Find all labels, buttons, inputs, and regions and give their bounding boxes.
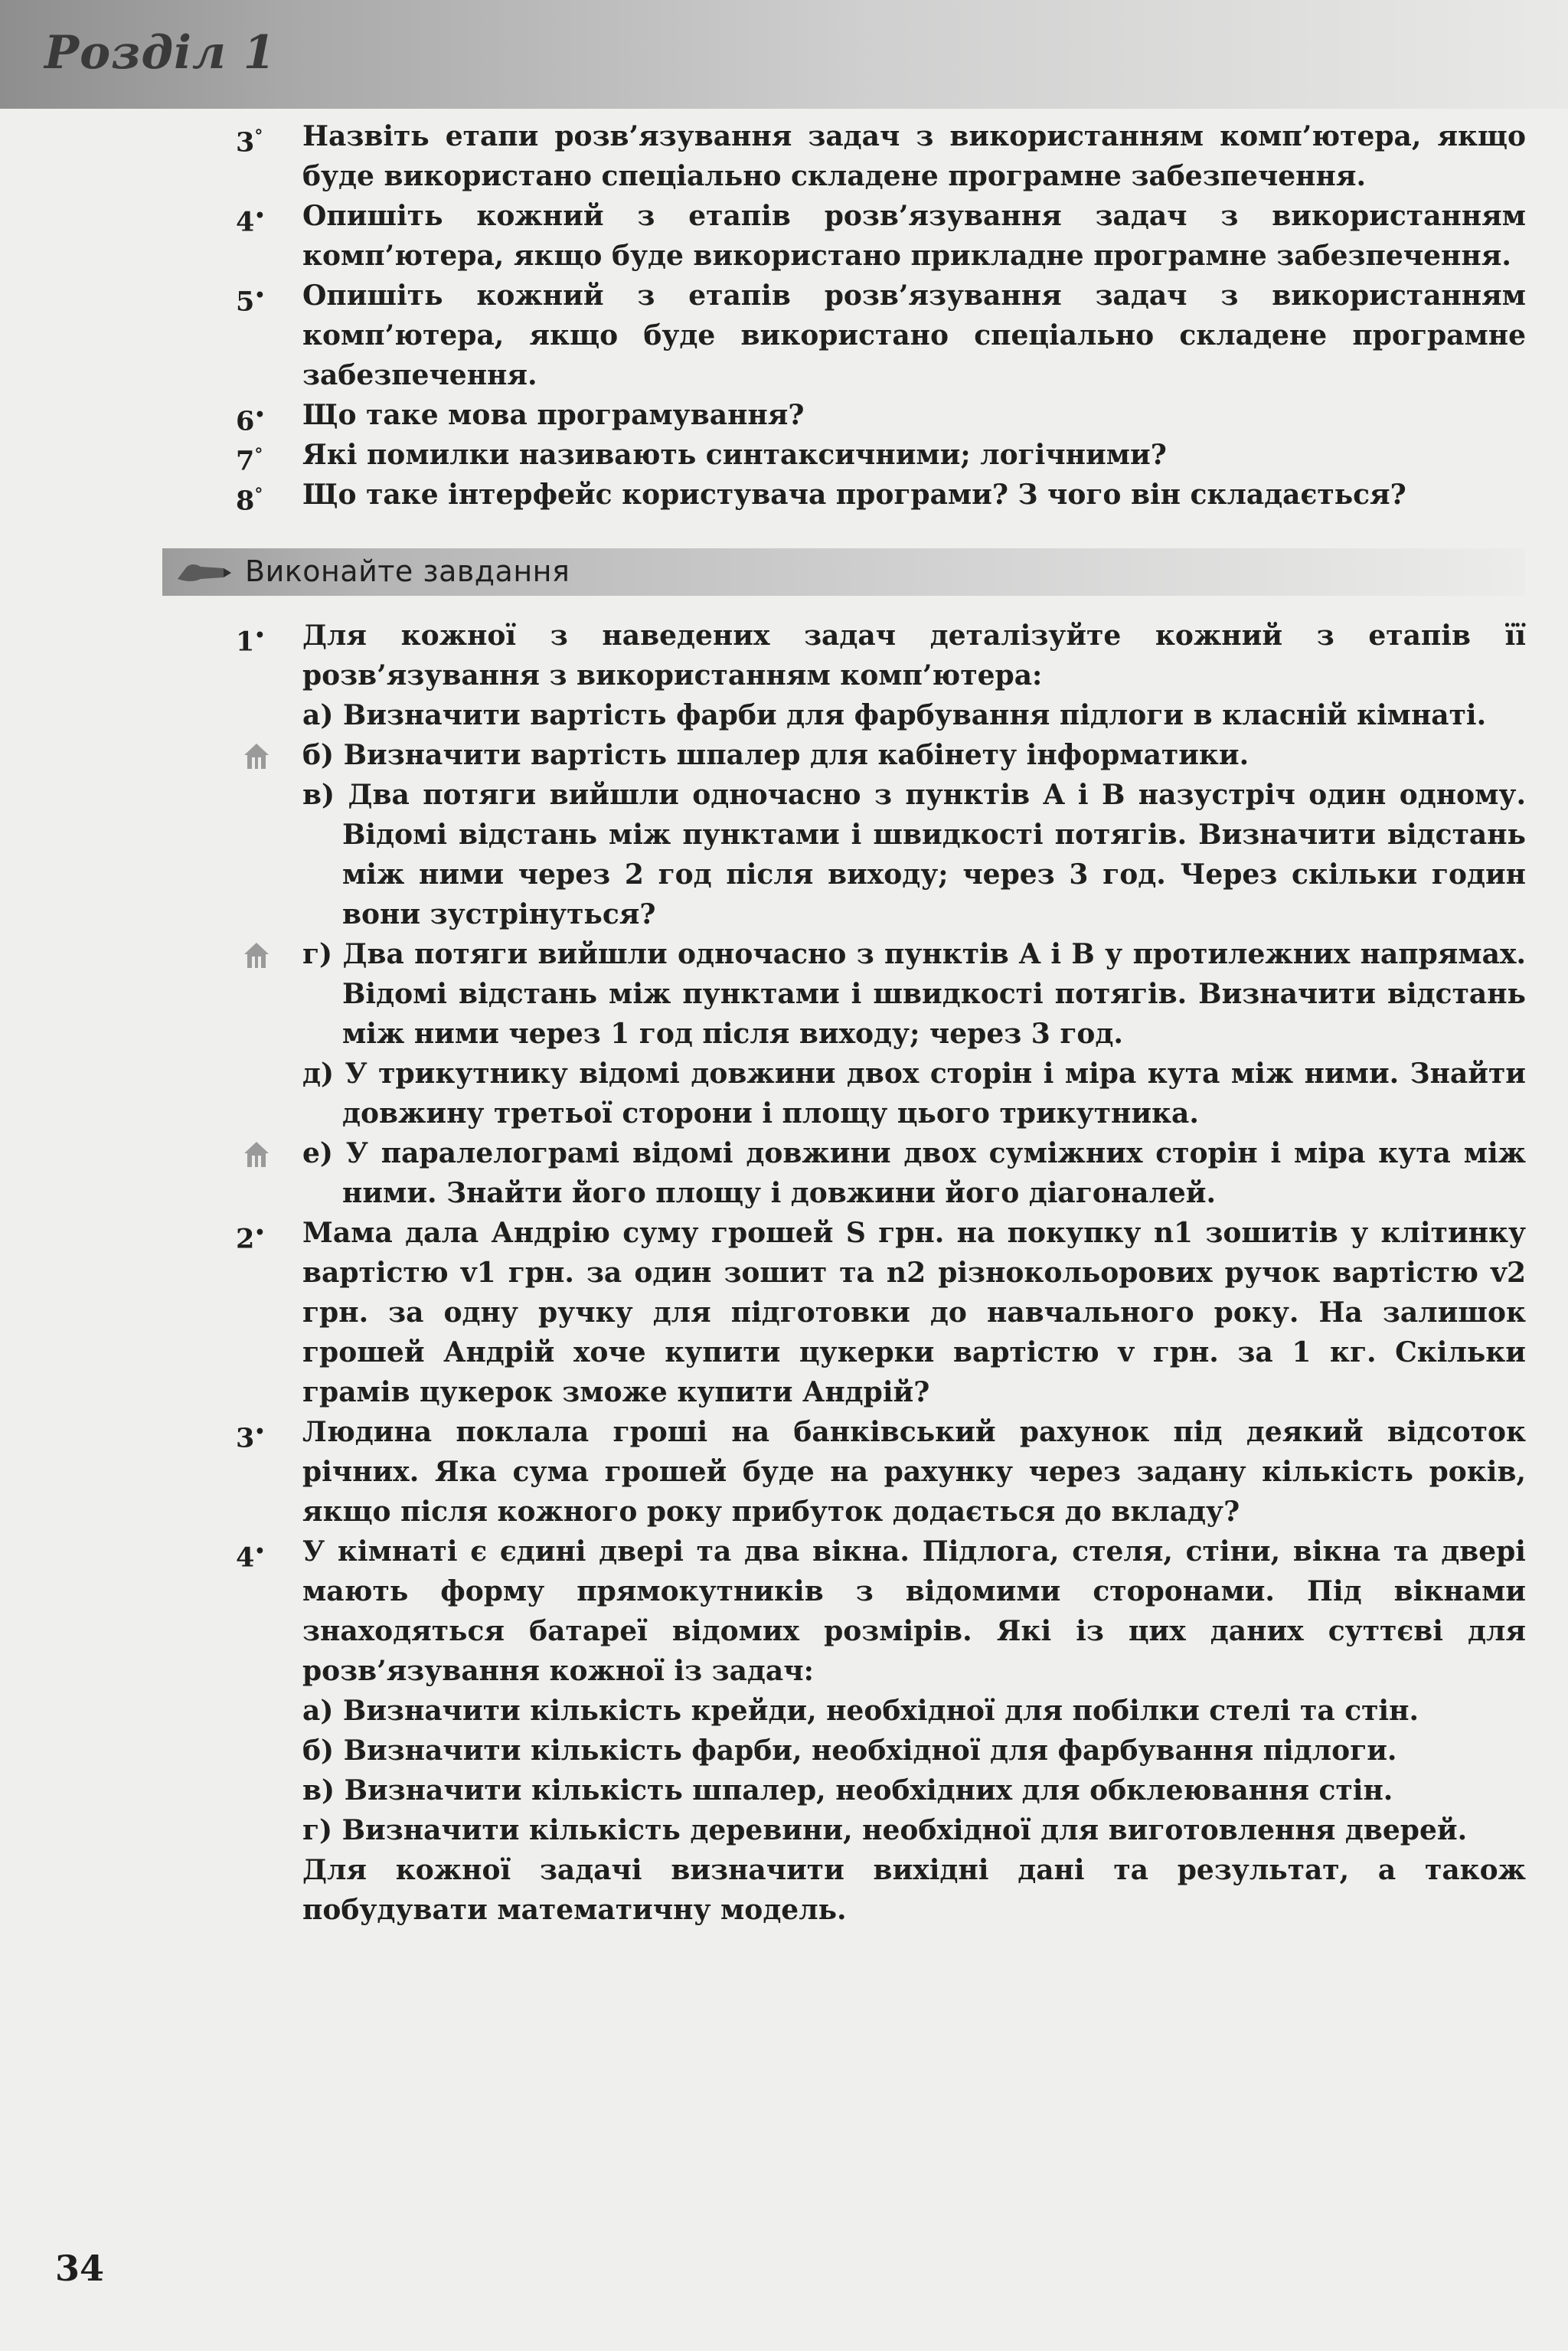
difficulty-mark: ° <box>254 445 263 465</box>
question-item-body <box>302 276 1526 395</box>
question-item-body <box>302 475 1526 515</box>
task-item-number <box>236 1412 265 1459</box>
task-item-text: Для кожної з наведених задач деталізуйте кожний з етапів її розв’язування з використанням комп’ютера: <box>302 620 1526 692</box>
question-item-body <box>302 435 1526 475</box>
question-item-number <box>236 276 265 322</box>
difficulty-mark: • <box>254 1542 266 1561</box>
review-questions-list <box>0 116 1568 515</box>
question-item-text: Які помилки називають синтаксичними; логічними? <box>302 439 1167 471</box>
subtask-item: б) Визначити вартість шпалер для кабінету інформатики. <box>302 735 1526 775</box>
task-item-number <box>236 1532 265 1578</box>
task-section-title: Виконайте завдання <box>245 554 570 588</box>
item-number-digit: 2 <box>236 1223 255 1255</box>
question-item <box>0 276 1568 395</box>
subtask-item: г) Два потяги вийшли одночасно з пунктів A і B у протилежних напрямах. Відомі відстань між пунктами і швидкості потягів. Визначити відстань між ними через 1 год після виходу; через 3 год. <box>302 934 1526 1054</box>
item-number-digit: 7 <box>236 445 255 477</box>
task-item-body <box>302 616 1526 1213</box>
question-item <box>0 395 1568 435</box>
chapter-label: Розділ 1 <box>44 26 276 80</box>
difficulty-mark: ° <box>254 126 263 146</box>
task-item-body <box>302 1412 1526 1532</box>
question-item-text: Що таке мова програмування? <box>302 399 805 431</box>
homework-house-icon <box>243 940 270 970</box>
task-item-text: У кімнаті є єдині двері та два вікна. Підлога, стеля, стіни, вікна та двері мають форму прямокутників з відомими сторонами. Під вікнами знаходяться батареї відомих розмірів. Які із цих даних суттєві для розв’язування кожної із задач: <box>302 1535 1526 1687</box>
task-item-body <box>302 1213 1526 1412</box>
question-item-body <box>302 116 1526 196</box>
task-item-conclusion: Для кожної задачі визначити вихідні дані та результат, а також побудувати математичну модель. <box>302 1854 1526 1926</box>
item-number-digit: 3 <box>236 126 255 159</box>
task-item-body <box>302 1532 1526 1930</box>
item-number-digit: 8 <box>236 485 255 517</box>
difficulty-mark: • <box>254 286 266 306</box>
item-number-digit: 1 <box>236 626 255 658</box>
question-item <box>0 116 1568 196</box>
task-item <box>0 616 1568 1213</box>
pencil-icon <box>176 559 233 587</box>
question-item <box>0 475 1568 515</box>
homework-house-icon <box>243 1140 270 1169</box>
item-number-digit: 6 <box>236 405 255 437</box>
tasks-list <box>0 616 1568 1930</box>
subtask-item: а) Визначити вартість фарби для фарбування підлоги в класній кімнаті. <box>302 699 1487 731</box>
subtask-item: г) Визначити кількість деревини, необхідної для виготовлення дверей. <box>302 1814 1468 1846</box>
question-item-number <box>236 116 263 163</box>
task-item <box>0 1213 1568 1412</box>
item-number-digit: 3 <box>236 1422 255 1454</box>
difficulty-mark: ° <box>254 485 263 505</box>
subtask-item: в) Визначити кількість шпалер, необхідних для обклеювання стін. <box>302 1774 1393 1807</box>
item-number-digit: 4 <box>236 206 255 238</box>
question-item-text: Опишіть кожний з етапів розв’язування задач з використанням комп’ютера, якщо буде використано спеціально складене програмне забезпечення. <box>302 280 1526 391</box>
task-item-number <box>236 616 265 662</box>
subtask-item: в) Два потяги вийшли одночасно з пунктів A і B назустріч один одному. Відомі відстань між пунктами і швидкості потягів. Визначити відстань між ними через 2 год після виходу; через 3 год. Через скільки годин вони зустрінуться? <box>302 779 1526 930</box>
question-item-number <box>236 196 265 243</box>
difficulty-mark: • <box>254 405 266 425</box>
question-item-text: Опишіть кожний з етапів розв’язування задач з використанням комп’ютера, якщо буде використано прикладне програмне забезпечення. <box>302 200 1526 272</box>
subtask-item: д) У трикутнику відомі довжини двох сторін і міра кута між ними. Знайти довжину третьої сторони і площу цього трикутника. <box>302 1058 1526 1130</box>
question-item-number <box>236 475 263 522</box>
difficulty-mark: • <box>254 206 266 226</box>
homework-house-icon <box>243 741 270 770</box>
task-item-text: Мама дала Андрію суму грошей S грн. на покупку n1 зошитів у клітинку вартістю v1 грн. за один зошит та n2 різнокольорових ручок вартістю v2 грн. за одну ручку для підготовки до навчального року. На залишок грошей Андрій хоче купити цукерки вартістю v грн. за 1 кг. Скільки грамів цукерок зможе купити Андрій? <box>302 1217 1526 1408</box>
subtask-item: е) У паралелограмі відомі довжини двох суміжних сторін і міра кута між ними. Знайти його площу і довжини його діагоналей. <box>302 1133 1526 1213</box>
chapter-header-band <box>0 0 1568 109</box>
task-item <box>0 1532 1568 1930</box>
difficulty-mark: • <box>254 626 266 646</box>
subtask-item: б) Визначити кількість фарби, необхідної для фарбування підлоги. <box>302 1735 1397 1767</box>
difficulty-mark: • <box>254 1223 266 1243</box>
item-number-digit: 4 <box>236 1542 255 1574</box>
task-section-band <box>162 548 1525 596</box>
subtask-item: а) Визначити кількість крейди, необхідної для побілки стелі та стін. <box>302 1695 1419 1727</box>
task-item <box>0 1412 1568 1532</box>
task-item-number <box>236 1213 265 1260</box>
task-item-text: Людина поклала гроші на банківський рахунок під деякий відсоток річних. Яка сума грошей буде на рахунку через задану кількість років, якщо після кожного року прибуток додається до вкладу? <box>302 1416 1526 1528</box>
item-number-digit: 5 <box>236 286 255 318</box>
question-item <box>0 435 1568 475</box>
page-number: 34 <box>55 2248 105 2289</box>
question-item-text: Що таке інтерфейс користувача програми? З чого він складається? <box>302 479 1406 511</box>
question-item <box>0 196 1568 276</box>
question-item-text: Назвіть етапи розв’язування задач з використанням комп’ютера, якщо буде використано спеціально складене програмне забезпечення. <box>302 120 1526 192</box>
question-item-body <box>302 395 1526 435</box>
difficulty-mark: • <box>254 1422 266 1442</box>
question-item-body <box>302 196 1526 276</box>
